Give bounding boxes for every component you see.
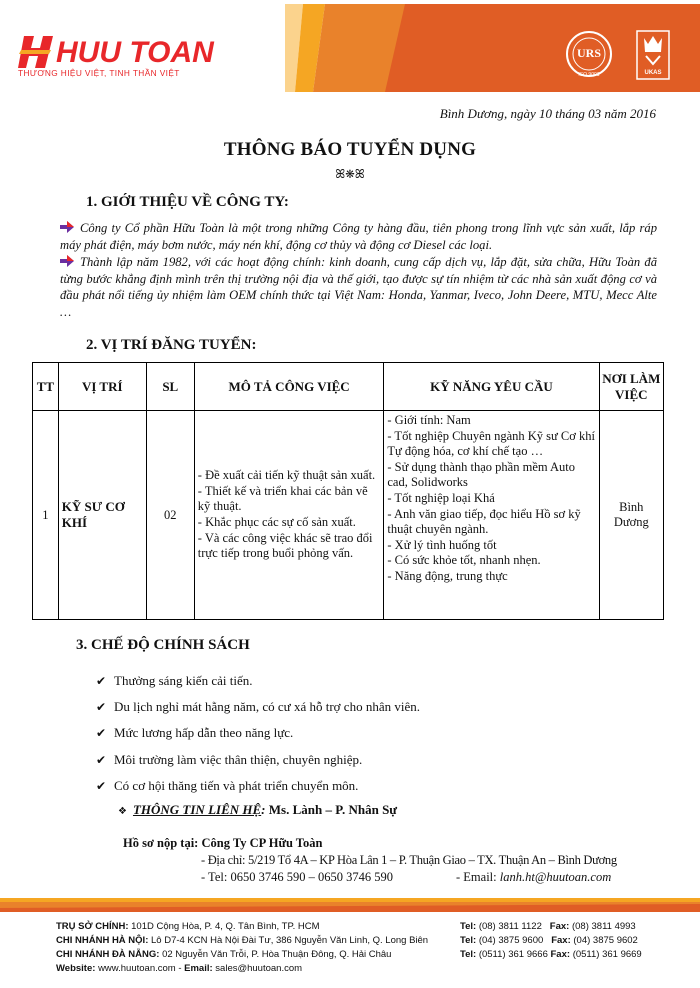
policy-item-text: Mức lương hấp dẫn theo năng lực. [114, 725, 294, 740]
intro-paragraph-2 [60, 254, 657, 320]
description-item: - Đề xuất cải tiến kỹ thuật sản xuất. [197, 468, 376, 483]
brand-name: HUU TOAN [56, 36, 214, 69]
skill-item: - Tốt nghiệp Chuyên ngành Kỹ sư Cơ khí Tự động hóa, cơ khí chế tạo … [387, 428, 595, 459]
intro-paragraph-2-text: Thành lập năm 1982, với các hoạt động chính: kinh doanh, cung cấp dịch vụ, lắp đặt, sửa chữa, Hữu Toàn đã từng bước khẳng định mình trên thị trường nội địa và thế giới, tạo được sự tín nhiệm từ các nhà sản xuất động cơ và đầu phát nổi tiếng ủy nhiệm làm OEM chính thức tại Việt Nam: Honda, Yanmar, Iveco, John Deere, MTU, Mecc Alte … [60, 255, 657, 319]
footer-email[interactable]: sales@huutoan.com [215, 963, 303, 974]
ukas-certificate-badge [636, 30, 670, 80]
policy-item [96, 699, 420, 715]
footer-address: 02 Nguyễn Văn Trỗi, P. Hòa Thuận Đông, Q. Hải Châu [162, 949, 392, 960]
tel-label: Tel: [460, 949, 477, 960]
footer-line-hq [56, 920, 320, 934]
footer-label: CHI NHÁNH HÀ NỘI: [56, 935, 149, 946]
arrow-bullet-icon [60, 221, 74, 233]
company-email-block [456, 870, 611, 885]
checkmark-icon: ✔ [96, 700, 107, 714]
document-date: Bình Dương, ngày 10 tháng 03 năm 2016 [439, 106, 656, 121]
policy-item [96, 752, 362, 768]
company-logo [18, 34, 258, 82]
footer-contact-hq [460, 920, 636, 934]
footer-line-danang [56, 948, 391, 962]
checkmark-icon: ✔ [96, 779, 107, 793]
title-ornament: ꕤ❋ꕤ [335, 167, 365, 181]
diamond-bullet-icon: ❖ [118, 806, 127, 817]
col-header-skills: KỸ NĂNG YÊU CẦU [384, 363, 599, 411]
cert2-text: UKAS [644, 70, 662, 76]
footer-decor-stripe [0, 898, 700, 912]
urs-seal-icon [565, 30, 613, 78]
checkmark-icon: ✔ [96, 753, 107, 767]
skill-item: - Có sức khỏe tốt, nhanh nhẹn. [387, 553, 541, 568]
footer-website[interactable]: www.huutoan.com [98, 963, 176, 974]
policy-item [96, 778, 358, 794]
footer-tel: (08) 3811 1122 [478, 921, 542, 932]
footer-contact-hanoi [460, 934, 638, 948]
email-link[interactable]: lanh.ht@huutoan.com [499, 870, 612, 884]
cell-description [194, 411, 384, 620]
footer-line-hanoi [56, 934, 428, 948]
footer-fax: (04) 3875 9602 [573, 935, 638, 946]
company-address: - Địa chỉ: 5/219 Tổ 4A – KP Hòa Lân 1 – P. Thuận Giao – TX. Thuận An – Bình Dương [201, 853, 617, 867]
ukas-crown-icon [636, 30, 670, 80]
policy-item-text: Có cơ hội thăng tiến và phát triển chuyển môn. [114, 778, 359, 793]
page-title: THÔNG BÁO TUYỂN DỤNG [223, 139, 477, 160]
cell-tt: 1 [33, 411, 59, 620]
footer-address: Lô D7-4 KCN Hà Nội Đài Tư, 386 Nguyễn Văn Linh, Q. Long Biên [151, 935, 429, 946]
fax-label: Fax: [549, 921, 570, 932]
col-header-location: NƠI LÀM VIỆC [599, 363, 663, 411]
footer-email-label: Email: [184, 963, 213, 974]
contact-person: Ms. Lành – P. Nhân Sự [268, 802, 398, 817]
footer-fax: (0511) 361 9669 [572, 949, 642, 960]
brand-tagline: THƯƠNG HIỆU VIỆT, TINH THẦN VIỆT [18, 68, 180, 78]
cell-position: KỸ SƯ CƠ KHÍ [58, 411, 146, 620]
col-header-position: VỊ TRÍ [58, 363, 146, 411]
fax-label: Fax: [551, 935, 571, 946]
skill-item: - Sử dụng thành thạo phần mềm Auto cad, Solidworks [387, 459, 576, 490]
cert1-text: URS [576, 46, 602, 60]
cell-location: Bình Dương [599, 411, 663, 620]
section-1-heading: 1. GIỚI THIỆU VỀ CÔNG TY: [86, 194, 289, 210]
company-tel: - Tel: 0650 3746 590 – 0650 3746 590 [201, 870, 393, 884]
footer-label: CHI NHÁNH ĐÀ NẴNG: [56, 949, 160, 960]
policy-item-text: Du lịch nghỉ mát hằng năm, có cư xá hỗ trợ cho nhân viên. [114, 699, 420, 714]
arrow-bullet-icon [60, 255, 74, 267]
email-label: - Email: [456, 870, 497, 884]
section-2-heading: 2. VỊ TRÍ ĐĂNG TUYỂN: [86, 337, 257, 353]
intro-paragraph-1-text: Công ty Cổ phần Hữu Toàn là một trong những Công ty hàng đầu, tiên phong trong lĩnh vực sản xuất, lắp ráp máy phát điện, máy bơm nước, máy nén khí, động cơ thủy và động cơ Diesel các loại. [60, 221, 657, 252]
col-header-tt: TT [33, 363, 59, 411]
footer-website-label: Website: [56, 963, 96, 974]
skill-item: - Anh văn giao tiếp, đọc hiểu Hồ sơ kỹ thuật chuyên ngành. [387, 506, 581, 537]
col-header-quantity: SL [146, 363, 194, 411]
policy-item [96, 673, 252, 689]
description-item: - Và các công việc khác sẽ trao đổi trực tiếp trong buổi phỏng vấn. [197, 530, 373, 561]
contact-label: THÔNG TIN LIÊN HỆ [132, 802, 262, 817]
footer-line-web: Website: www.huutoan.com - Email: sales@huutoan.com [56, 963, 303, 974]
footer-fax: (08) 3811 4993 [571, 921, 636, 932]
table-header-row [33, 363, 664, 411]
cell-quantity: 02 [146, 411, 194, 620]
skill-item: - Tốt nghiệp loại Khá [387, 490, 495, 505]
company-name: Công Ty CP Hữu Toàn [201, 836, 323, 850]
footer-contact-danang [460, 948, 642, 962]
intro-paragraph-1 [60, 220, 657, 253]
job-positions-table [32, 362, 664, 620]
policy-item-text: Thưởng sáng kiến cải tiến. [114, 673, 253, 688]
skill-item: - Năng động, trung thực [387, 568, 508, 583]
description-item: - Khắc phục các sự cố sản xuất. [197, 515, 356, 529]
footer-tel: (04) 3875 9600 [478, 935, 544, 946]
logo-mark-icon [18, 36, 54, 68]
footer-tel: (0511) 361 9666 [478, 949, 548, 960]
fax-label: Fax: [550, 949, 571, 960]
col-header-description: MÔ TẢ CÔNG VIỆC [194, 363, 384, 411]
policy-item [96, 725, 293, 741]
submit-label: Hồ sơ nộp tại: [123, 836, 199, 850]
skill-item: - Giới tính: Nam [387, 413, 471, 427]
checkmark-icon: ✔ [96, 674, 107, 688]
tel-label: Tel: [460, 935, 477, 946]
tel-label: Tel: [460, 921, 477, 932]
policy-item-text: Môi trường làm việc thân thiện, chuyên nghiệp. [114, 752, 363, 767]
checkmark-icon: ✔ [96, 726, 107, 740]
section-3-heading: 3. CHẾ ĐỘ CHÍNH SÁCH [76, 637, 250, 653]
submit-location [123, 836, 322, 851]
footer-address: 101D Cộng Hòa, P. 4, Q. Tân Bình, TP. HCM [131, 921, 320, 932]
cell-skills [384, 411, 599, 620]
contact-info: ❖ THÔNG TIN LIÊN HỆ: Ms. Lành – P. Nhân Sự [118, 802, 398, 817]
skill-item: - Xử lý tình huống tốt [387, 537, 497, 552]
footer-label: TRỤ SỞ CHÍNH: [56, 921, 129, 932]
urs-certificate-seal [565, 30, 613, 78]
table-row [33, 411, 664, 620]
description-item: - Thiết kế và triển khai các bản vẽ kỹ thuật. [197, 483, 368, 514]
cert1-sub: ISO 9001 [578, 72, 600, 78]
